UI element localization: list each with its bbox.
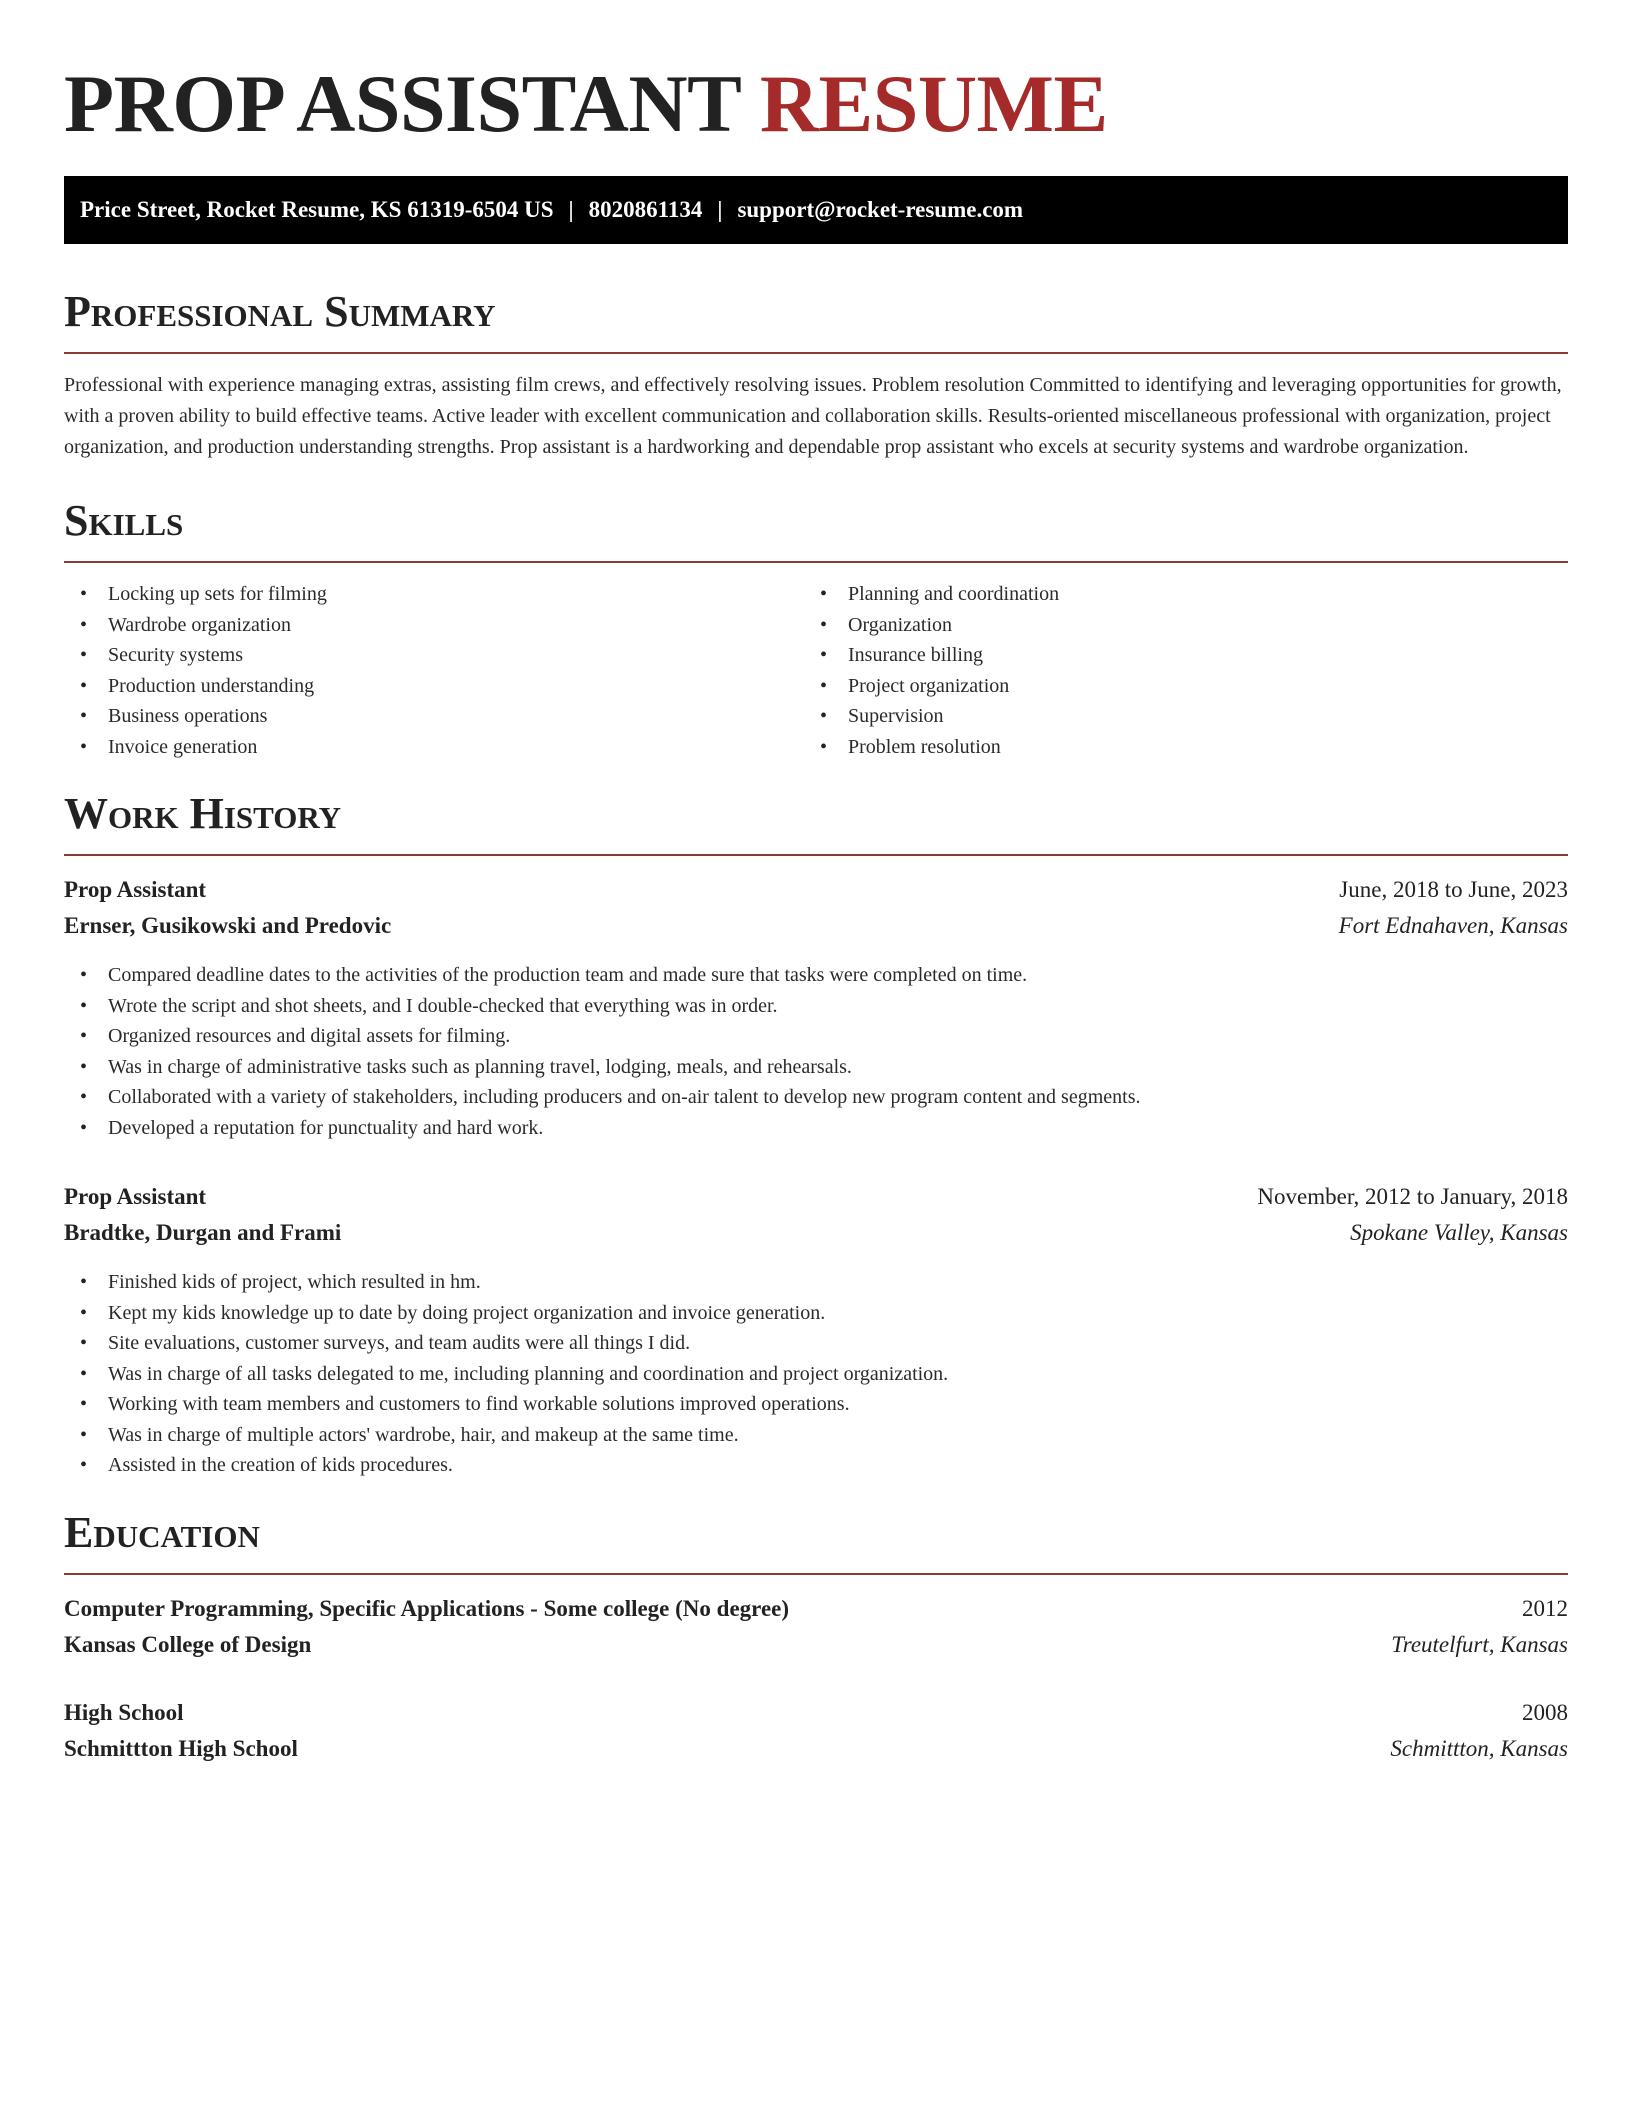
job-company: Ernser, Gusikowski and Predovic — [64, 913, 392, 938]
skill-item: • Locking up sets for filming — [64, 579, 804, 610]
skill-item: • Project organization — [804, 671, 1544, 702]
title-main: PROP ASSISTANT — [64, 58, 740, 149]
education-location: Schmittton, Kansas — [1390, 1735, 1568, 1761]
skills-column-right — [804, 579, 1544, 762]
skill-item: • Insurance billing — [804, 640, 1544, 671]
job-bullet: • Compared deadline dates to the activities of the production team and made sure that tasks were completed on time. — [64, 960, 1568, 991]
job-title: Prop Assistant — [64, 1184, 207, 1209]
education-year: 2008 — [1522, 1699, 1568, 1725]
job-title: Prop Assistant — [64, 877, 207, 902]
contact-address: Price Street, Rocket Resume, KS 61319-6504 US — [80, 197, 554, 222]
job-bullet: • Site evaluations, customer surveys, and team audits were all things I did. — [64, 1328, 1568, 1359]
job-bullet: • Was in charge of administrative tasks such as planning travel, lodging, meals, and rehearsals. — [64, 1052, 1568, 1083]
job-bullet: • Developed a reputation for punctuality and hard work. — [64, 1113, 1568, 1144]
job-entry — [64, 872, 1568, 1143]
skill-item: • Wardrobe organization — [64, 610, 804, 641]
skill-item: • Production understanding — [64, 671, 804, 702]
job-bullet: • Kept my kids knowledge up to date by doing project organization and invoice generation. — [64, 1298, 1568, 1329]
skill-item: • Planning and coordination — [804, 579, 1544, 610]
education-year: 2012 — [1522, 1595, 1568, 1621]
job-bullet: • Wrote the script and shot sheets, and I double-checked that everything was in order. — [64, 991, 1568, 1022]
education-school: Kansas College of Design — [64, 1631, 312, 1657]
skill-item: • Security systems — [64, 640, 804, 671]
job-company: Bradtke, Durgan and Frami — [64, 1220, 342, 1245]
education-school: Schmittton High School — [64, 1735, 298, 1761]
skills-list — [64, 579, 1568, 762]
education-location: Treutelfurt, Kansas — [1391, 1631, 1568, 1657]
job-dates: June, 2018 to June, 2023 — [1339, 877, 1568, 902]
skill-item: • Organization — [804, 610, 1544, 641]
job-bullet: • Was in charge of all tasks delegated to me, including planning and coordination and project organization. — [64, 1359, 1568, 1390]
title-accent: RESUME — [759, 58, 1108, 149]
work-history-heading: Work History — [64, 789, 342, 838]
job-bullet: • Assisted in the creation of kids procedures. — [64, 1450, 1568, 1481]
education-heading: Education — [64, 1507, 260, 1557]
education-entry — [64, 1695, 1568, 1767]
contact-phone: 8020861134 — [588, 197, 703, 222]
contact-bar — [64, 176, 1568, 244]
job-bullet: • Was in charge of multiple actors' wardrobe, hair, and makeup at the same time. — [64, 1420, 1568, 1451]
education-degree: High School — [64, 1699, 184, 1725]
contact-email: support@rocket-resume.com — [737, 197, 1024, 222]
job-location: Fort Ednahaven, Kansas — [1338, 913, 1568, 938]
section-divider — [64, 854, 1568, 856]
job-location: Spokane Valley, Kansas — [1350, 1220, 1568, 1245]
job-bullets — [64, 960, 1568, 1143]
summary-text: Professional with experience managing extras, assisting film crews, and effectively resolving issues. Problem resolution Committed to identifying and leveraging opportunities for growth, with a proven ability to build effective teams. Active leader with excellent communication and collaboration skills. Results-oriented miscellaneous professional with organization, project organization, and production understanding strengths. Prop assistant is a hardworking and dependable prop assistant who excels at security systems and wardrobe organization. — [64, 374, 1562, 458]
job-bullets — [64, 1267, 1568, 1481]
job-bullet: • Working with team members and customers to find workable solutions improved operations. — [64, 1389, 1568, 1420]
section-divider — [64, 1573, 1568, 1575]
contact-separator: | — [717, 197, 723, 222]
education-degree: Computer Programming, Specific Applications - Some college (No degree) — [64, 1595, 790, 1621]
contact-separator: | — [568, 197, 574, 222]
skill-item: • Supervision — [804, 701, 1544, 732]
job-bullet: • Finished kids of project, which resulted in hm. — [64, 1267, 1568, 1298]
job-entry — [64, 1179, 1568, 1481]
skill-item: • Invoice generation — [64, 732, 804, 763]
job-dates: November, 2012 to January, 2018 — [1257, 1184, 1568, 1209]
section-divider — [64, 352, 1568, 354]
education-entry — [64, 1591, 1568, 1663]
skill-item: • Problem resolution — [804, 732, 1544, 763]
skills-heading: Skills — [64, 496, 184, 545]
job-bullet: • Collaborated with a variety of stakeholders, including producers and on-air talent to develop new program content and segments. — [64, 1082, 1568, 1113]
resume-page — [64, 0, 1568, 1767]
skills-column-left — [64, 579, 804, 762]
section-divider — [64, 561, 1568, 563]
job-bullet: • Organized resources and digital assets for filming. — [64, 1021, 1568, 1052]
resume-title — [64, 0, 1568, 152]
summary-heading: Professional Summary — [64, 287, 496, 336]
skill-item: • Business operations — [64, 701, 804, 732]
